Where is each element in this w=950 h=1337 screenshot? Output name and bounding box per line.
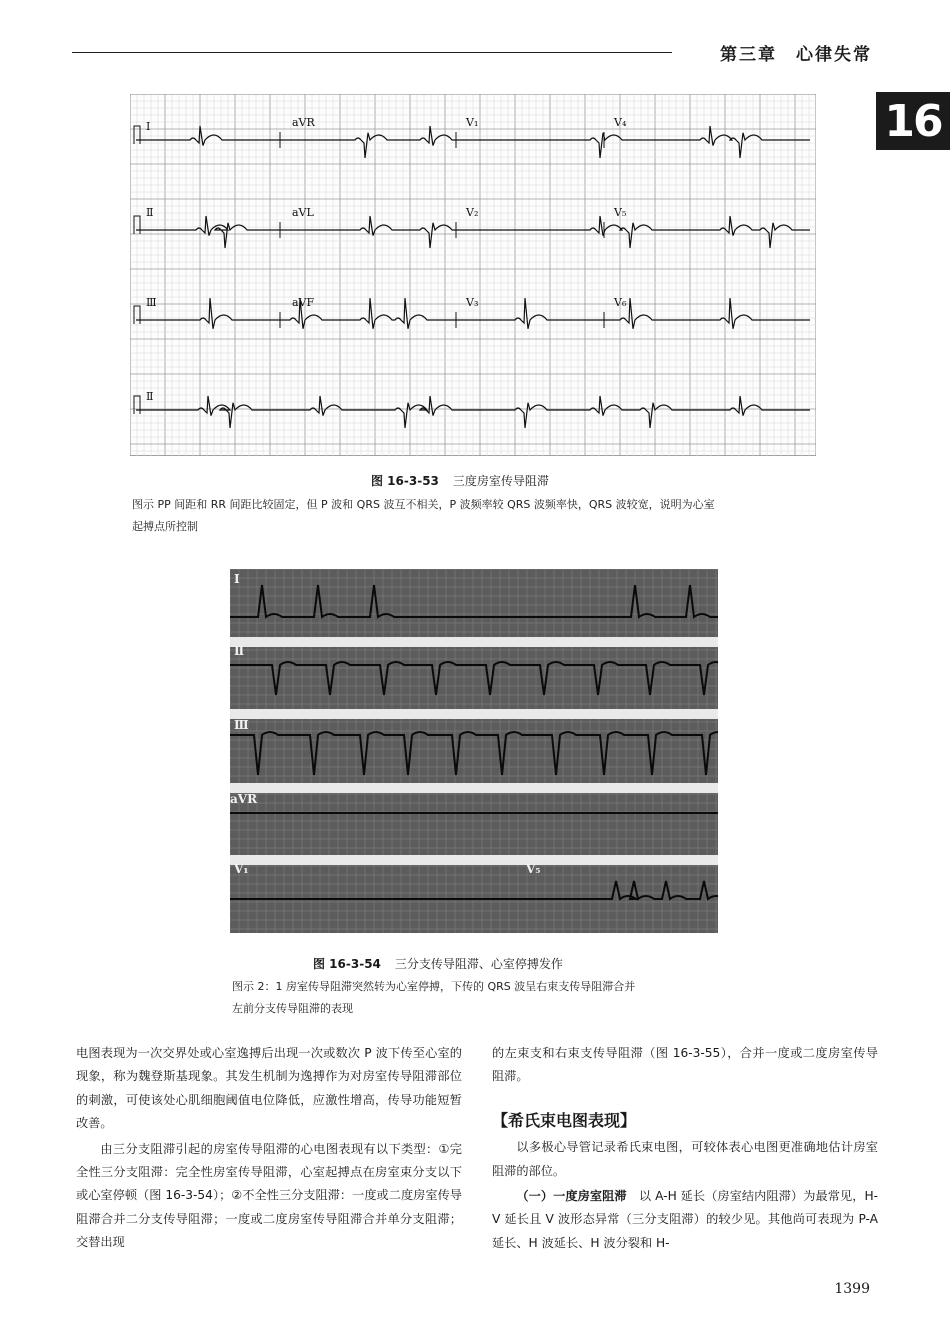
lead-label: Ⅱ	[146, 206, 154, 219]
figure2-note-line: 左前分支传导阻滞的表现	[232, 1002, 353, 1015]
body-paragraph: 的左束支和右束支传导阻滞（图 16-3-55），合并一度或二度房室传导阻滞。	[492, 1046, 878, 1084]
lead-label: Ⅱ	[146, 390, 154, 403]
figure1-note-line: 图示 PP 间距和 RR 间距比较固定，但 P 波和 QRS 波互不相关，P 波频率较 QRS 波频率快，QRS 波较宽，说明为心室	[132, 498, 715, 511]
ecg-grid-1	[130, 94, 816, 456]
strip-separator	[230, 855, 718, 865]
left-column	[76, 1042, 462, 1255]
ecg-figure-2	[230, 569, 718, 933]
lead-label: V₂	[466, 206, 479, 219]
header-rule	[72, 52, 672, 53]
lead-label: Ⅲ	[146, 296, 157, 309]
lead-label: Ⅰ	[234, 572, 240, 586]
lead-label: Ⅱ	[234, 644, 245, 658]
chapter-tab: 16	[876, 92, 950, 150]
lead-label: I	[146, 120, 151, 133]
lead-label: aVR	[230, 792, 258, 806]
lead-label: Ⅲ	[234, 718, 249, 732]
right-column	[492, 1042, 878, 1255]
section-heading: 【希氏束电图表现】	[492, 1110, 637, 1130]
figure1-number: 图 16-3-53	[371, 474, 439, 488]
lead-label: V₄	[614, 116, 627, 129]
body-paragraph: 由三分支阻滞引起的房室传导阻滞的心电图表现有以下类型：①完全性三分支阻滞：完全性房室传导阻滞，心室起搏点在房室束分支以下或心室停顿（图 16-3-54）；②不全性三分支阻滞：一度或二度房室传导阻滞合并二分支传导阻滞；一度或二度房室传导阻滞合并单分支阻滞；交替出现	[76, 1141, 462, 1250]
lead-label: V₁	[466, 116, 479, 129]
figure1-note-line: 起搏点所控制	[132, 520, 198, 533]
running-header-title: 第三章 心律失常	[720, 45, 872, 65]
figure2-title: 三分支传导阻滞、心室停搏发作	[394, 957, 563, 971]
lead-label: V₁	[234, 862, 249, 876]
lead-label: aVL	[292, 206, 314, 219]
lead-label: V₆	[614, 296, 627, 309]
ecg-figure-1	[130, 94, 816, 456]
subsection-lead: （一）一度房室阻滞	[516, 1189, 627, 1204]
lead-label: V₅	[614, 206, 627, 219]
figure1-title: 三度房室传导阻滞	[452, 474, 549, 488]
figure2-number: 图 16-3-54	[313, 957, 381, 971]
lead-label: V₃	[466, 296, 479, 309]
subsection-text: 以 A-H 延长（房室结内阻滞）为最常见，H-V 延长且 V 波形态异常（三分支阻滞）的较少见。其他尚可表现为 P-A 延长、H 波延长、H 波分裂和 H-	[492, 1189, 879, 1250]
figure1-caption	[371, 472, 549, 489]
ecg-strip-2	[230, 569, 718, 933]
body-paragraph: 电图表现为一次交界处或心室逸搏后出现一次或数次 P 波下传至心室的现象，称为魏登斯基现象。其发生机制为逸搏作为对房室传导阻滞部位的刺激，可使该处心肌细胞阈值电位降低，应激性增高，传导功能短暂改善。	[76, 1046, 462, 1131]
strip-separator	[230, 709, 718, 719]
page-number: 1399	[834, 1281, 870, 1297]
lead-label: V₅	[526, 862, 541, 876]
figure2-note-line: 图示 2：1 房室传导阻滞突然转为心室停搏，下传的 QRS 波呈右束支传导阻滞合并	[232, 980, 636, 993]
strip-separator	[230, 637, 718, 647]
figure2-note	[232, 976, 752, 1020]
body-paragraph	[492, 1185, 878, 1255]
lead-label: aVR	[292, 116, 315, 129]
figure2-caption	[313, 955, 563, 972]
strip-separator	[230, 783, 718, 793]
lead-label: aVF	[292, 296, 315, 309]
figure1-note	[132, 494, 822, 538]
body-paragraph: 以多极心导管记录希氏束电图，可较体表心电图更准确地估计房室阻滞的部位。	[492, 1140, 878, 1178]
